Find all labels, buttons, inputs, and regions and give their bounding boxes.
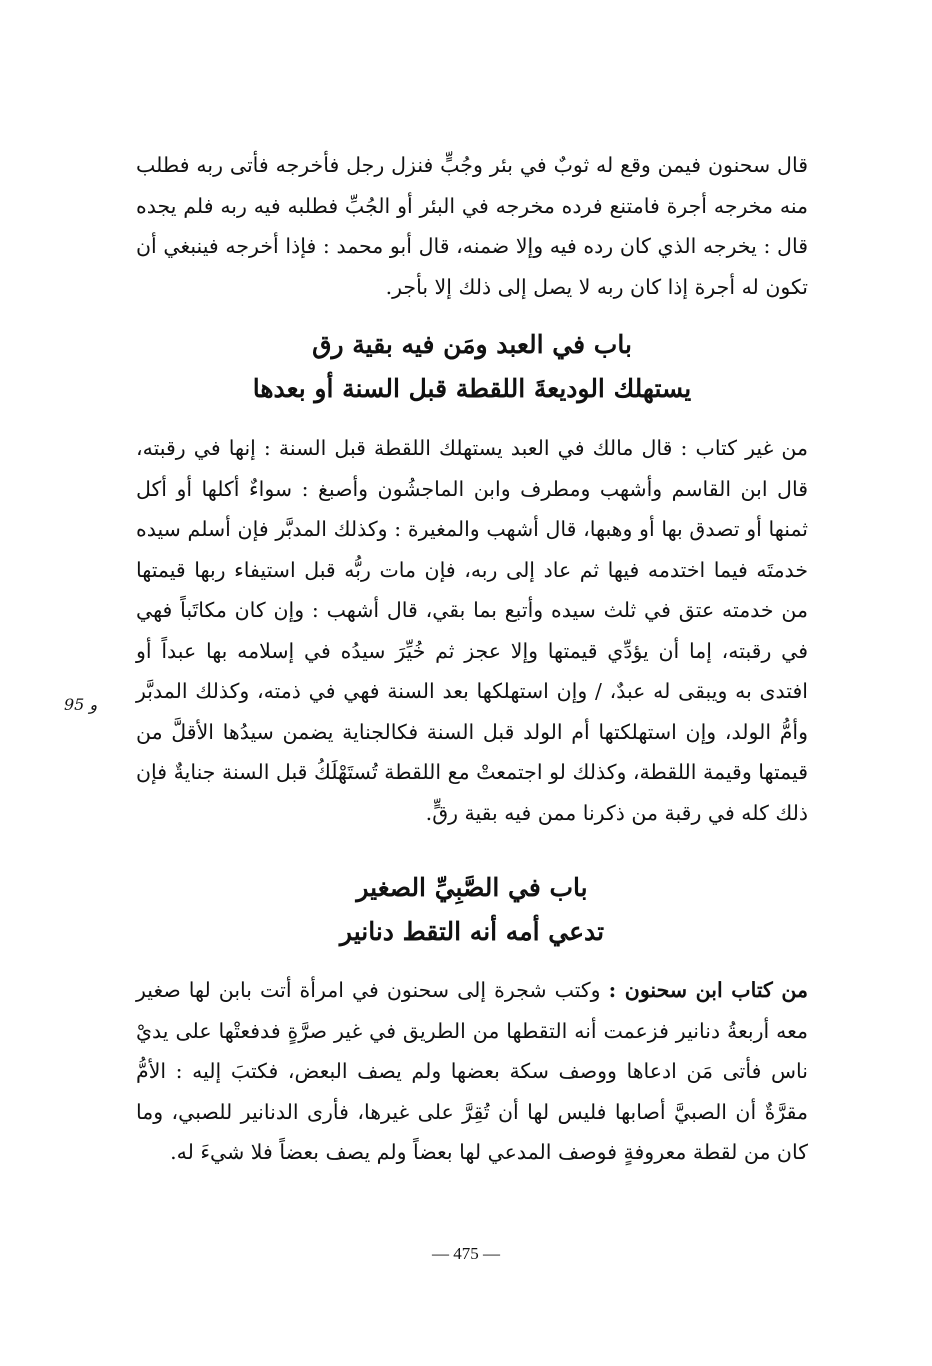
paragraph-slave-lost-property: من غير كتاب : قال مالك في العبد يستهلك اللقطة قبل السنة : إنها في رقبته، قال ابن القاسم وأشهب ومطرف وابن الماجشُون وأصبغ : سواءٌ أكلها أو أكل ثمنها أو تصدق بها أو وهبها، قال أشهب والمغيرة : وكذلك المدبَّر فإن أسلم سيده خدمتَه فيما اختدمه فيها ثم عاد إلى ربه، فإن مات ربُّه قبل استيفاء ربها قيمتها من خدمته عتق في ثلث سيده وأتبع بما بقي، قال أشهب : وإن كان مكاتَباً فهي في رقبته، إما أن يؤدِّي قيمتها وإلا عجز ثم خُيِّرَ سيدُه في إسلامه بها عبداً أو افتدى به ويبقى له عبدٌ، / وإن استهلكها بعد السنة فهي في ذمته، وكذلك المدبَّر وأمُّ الولد، وإن استهلكتها أم الولد قبل السنة فكالجناية يضمن سيدُها الأقلَّ من قيمتها وقيمة اللقطة، وكذلك لو اجتمعتْ مع اللقطة تُستَهْلَكُ قبل السنة جنايةٌ فإن ذلك كله في رقبة من ذكرنا ممن فيه بقية رقٍّ. xyxy=(136,436,808,825)
chapter-heading-child-line-1: باب في الصَّبِيِّ الصغير xyxy=(356,873,588,902)
chapter-heading-child xyxy=(136,866,808,954)
source-citation: من كتاب ابن سحنون : xyxy=(608,978,808,1002)
page-number: — 475 — xyxy=(432,1244,500,1263)
chapter-heading-child-line-2: تدعي أمه أنه التقط دنانير xyxy=(339,917,605,946)
paragraph-child-dinars xyxy=(136,970,808,1173)
paragraph-sahnun-well: قال سحنون فيمن وقع له ثوبٌ في بئر وجُبٍّ فنزل رجل فأخرجه فأتى ربه فطلب منه مخرجه أجرة فامتنع فرده مخرجه في البئر أو الجُبِّ فطلبه فيه ربه فلم يجده قال : يخرجه الذي كان رده فيه وإلا ضمنه، قال أبو محمد : فإذا أخرجه فينبغي أن تكون له أجرة إذا كان ربه لا يصل إلى ذلك إلا بأجر. xyxy=(136,153,808,299)
paragraph-child-dinars-body: وكتب شجرة إلى سحنون في امرأة أتت بابن لها صغير معه أربعةُ دنانير فزعمت أنه التقطها من الطريق في غير صرَّةٍ فدفعتْها على يديْ ناس فأتى مَن ادعاها ووصف سكة بعضها ولم يصف البعض، فكتبَ إليه : الأمُّ مقرَّةٌ أن الصبيَّ أصابها فليس لها أن تُقِرَّ على غيرها، فأرى الدنانير للصبي، وما كان من لقطة معروفةٍ فوصف المدعي لها بعضاً ولم يصف بعضاً فلا شيءَ له. xyxy=(136,978,808,1164)
manuscript-folio-marker: 95 و xyxy=(64,695,98,714)
chapter-heading-slave-line-1: باب في العبد ومَن فيه بقية رق xyxy=(312,330,632,359)
chapter-heading-slave-line-2: يستهلك الوديعةَ اللقطة قبل السنة أو بعدها xyxy=(252,374,692,403)
chapter-heading-slave xyxy=(136,323,808,411)
